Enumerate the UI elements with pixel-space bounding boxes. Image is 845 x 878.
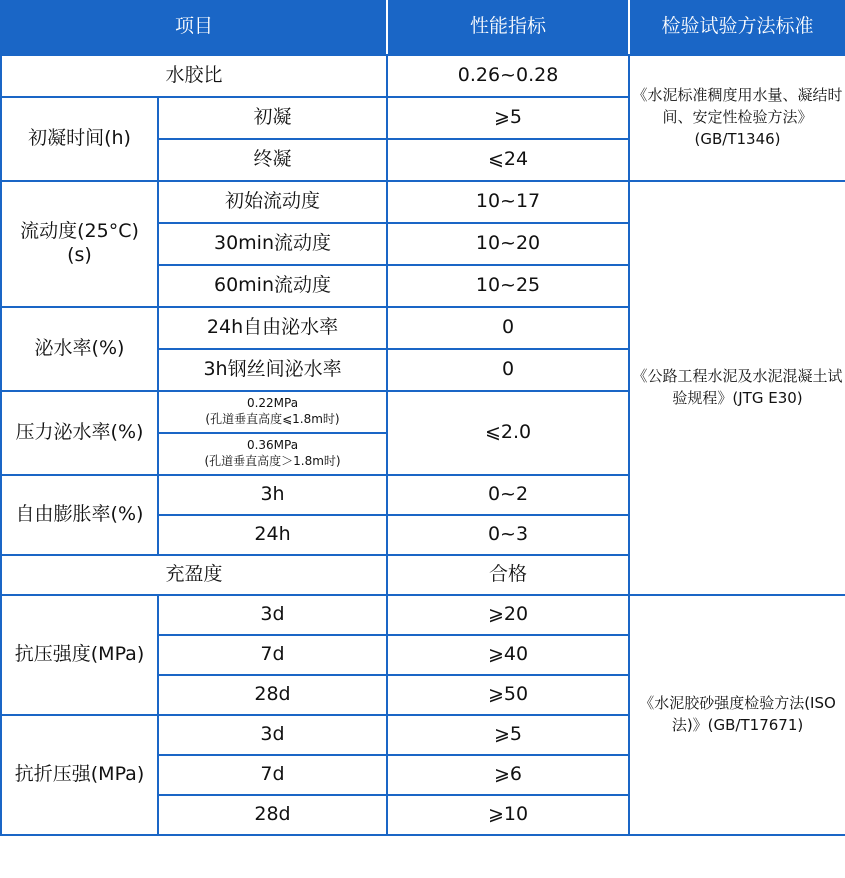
header-standard: 检验试验方法标准 xyxy=(629,0,845,55)
fluidity-30min-label: 30min流动度 xyxy=(158,223,387,265)
final-setting-value: ⩽24 xyxy=(387,139,629,181)
standard-gb1346: 《水泥标准稠度用水量、凝结时间、安定性检验方法》(GB/T1346) xyxy=(629,55,845,181)
fluidity-group: 流动度(25°C) (s) xyxy=(1,181,158,307)
expansion-24h-label: 24h xyxy=(158,515,387,555)
expansion-3h-label: 3h xyxy=(158,475,387,515)
pressure-bleeding-group: 压力泌水率(%) xyxy=(1,391,158,475)
compressive-group: 抗压强度(MPa) xyxy=(1,595,158,715)
header-performance: 性能指标 xyxy=(387,0,629,55)
flexural-3d-value: ⩾5 xyxy=(387,715,629,755)
flexural-7d-value: ⩾6 xyxy=(387,755,629,795)
wc-ratio-value: 0.26~0.28 xyxy=(387,55,629,97)
table-row xyxy=(1,55,845,97)
pressure-036-label: 0.36MPa (孔道垂直高度＞1.8m时) xyxy=(158,433,387,475)
fluidity-60min-value: 10~25 xyxy=(387,265,629,307)
table-row xyxy=(1,181,845,223)
fluidity-initial-label: 初始流动度 xyxy=(158,181,387,223)
header-row xyxy=(1,0,845,55)
bleeding-3h-value: 0 xyxy=(387,349,629,391)
compressive-3d-value: ⩾20 xyxy=(387,595,629,635)
bleeding-group: 泌水率(%) xyxy=(1,307,158,391)
compressive-7d-label: 7d xyxy=(158,635,387,675)
wc-ratio-label: 水胶比 xyxy=(1,55,387,97)
pressure-022-label: 0.22MPa (孔道垂直高度⩽1.8m时) xyxy=(158,391,387,433)
compressive-7d-value: ⩾40 xyxy=(387,635,629,675)
flexural-28d-label: 28d xyxy=(158,795,387,835)
fluidity-initial-value: 10~17 xyxy=(387,181,629,223)
final-setting-label: 终凝 xyxy=(158,139,387,181)
standard-gb17671: 《水泥胶砂强度检验方法(ISO法)》(GB/T17671) xyxy=(629,595,845,835)
bleeding-3h-label: 3h钢丝间泌水率 xyxy=(158,349,387,391)
expansion-group: 自由膨胀率(%) xyxy=(1,475,158,555)
table-row xyxy=(1,595,845,635)
expansion-3h-value: 0~2 xyxy=(387,475,629,515)
setting-time-group: 初凝时间(h) xyxy=(1,97,158,181)
compressive-28d-label: 28d xyxy=(158,675,387,715)
fluidity-30min-value: 10~20 xyxy=(387,223,629,265)
compressive-3d-label: 3d xyxy=(158,595,387,635)
initial-setting-value: ⩾5 xyxy=(387,97,629,139)
initial-setting-label: 初凝 xyxy=(158,97,387,139)
filling-label: 充盈度 xyxy=(1,555,387,595)
compressive-28d-value: ⩾50 xyxy=(387,675,629,715)
pressure-bleeding-value: ⩽2.0 xyxy=(387,391,629,475)
filling-value: 合格 xyxy=(387,555,629,595)
bleeding-24h-label: 24h自由泌水率 xyxy=(158,307,387,349)
header-item: 项目 xyxy=(1,0,387,55)
flexural-group: 抗折压强(MPa) xyxy=(1,715,158,835)
fluidity-60min-label: 60min流动度 xyxy=(158,265,387,307)
flexural-7d-label: 7d xyxy=(158,755,387,795)
bleeding-24h-value: 0 xyxy=(387,307,629,349)
flexural-3d-label: 3d xyxy=(158,715,387,755)
expansion-24h-value: 0~3 xyxy=(387,515,629,555)
standard-jtg-e30: 《公路工程水泥及水泥混凝土试验规程》(JTG E30) xyxy=(629,181,845,595)
flexural-28d-value: ⩾10 xyxy=(387,795,629,835)
